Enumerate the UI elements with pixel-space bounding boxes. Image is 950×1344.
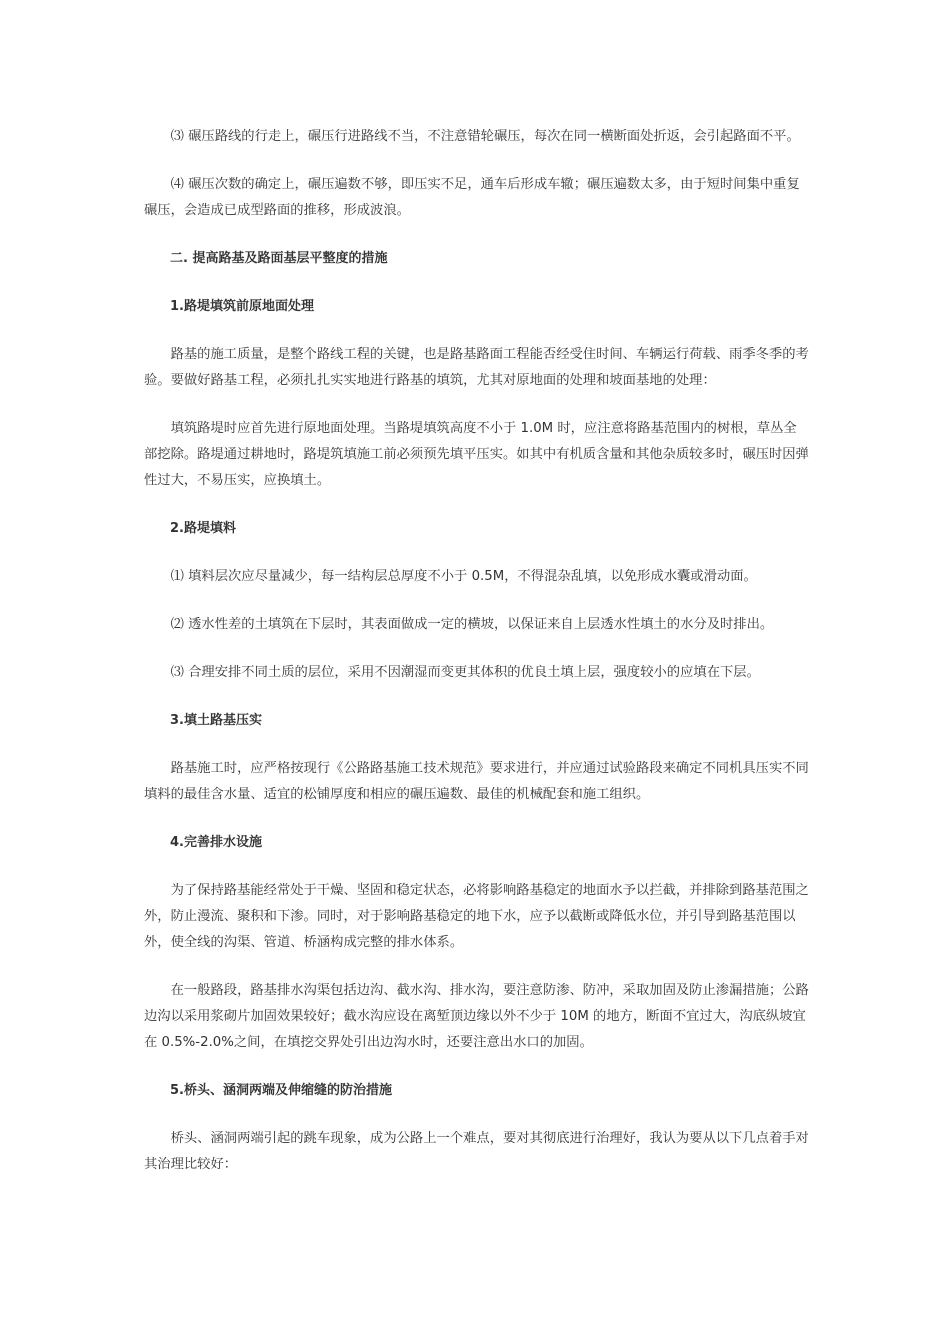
subheading-drainage: 4.完善排水设施 — [170, 835, 262, 850]
paragraph-soil-arrangement: ⑶ 合理安排不同土质的层位，采用不因潮湿而变更其体积的优良土填上层，强度较小的应填在下层。 — [170, 665, 760, 680]
paragraph-bridge-culvert: 桥头、涵洞两端引起的跳车现象，成为公路上一个难点，要对其彻底进行治理好，我认为要从以下几点着手对其治理比较好： — [144, 1131, 809, 1172]
paragraph-rolling-route: ⑶ 碾压路线的行走上，碾压行进路线不当，不注意错轮碾压，每次在同一横断面处折返，会引起路面不平。 — [170, 129, 800, 144]
subheading-ground-treatment: 1.路堤填筑前原地面处理 — [170, 299, 314, 314]
subheading-compaction: 3.填土路基压实 — [170, 713, 262, 728]
paragraph-fill-layers: ⑴ 填料层次应尽量减少，每一结构层总厚度不小于 0.5M，不得混杂乱填，以免形成水囊或滑动面。 — [170, 569, 757, 584]
paragraph-subgrade-quality: 路基的施工质量，是整个路线工程的关键，也是路基路面工程能否经受住时间、车辆运行荷载、雨季冬季的考验。要做好路基工程，必须扎扎实实地进行路基的填筑，尤其对原地面的处理和坡面基地的处理： — [144, 347, 809, 388]
paragraph-ground-treatment: 填筑路堤时应首先进行原地面处理。当路堤填筑高度不小于 1.0M 时，应注意将路基范围内的树根，草丛全部挖除。路堤通过耕地时，路堤筑填施工前必须预先填平压实。如其中有机质含量和其他杂质较多时，碾压时因弹性过大，不易压实，应换填土。 — [144, 421, 809, 488]
paragraph-permeability: ⑵ 透水性差的土填筑在下层时，其表面做成一定的横坡，以保证来自上层透水性填土的水分及时排出。 — [170, 617, 774, 632]
paragraph-compaction: 路基施工时，应严格按现行《公路路基施工技术规范》要求进行，并应通过试验路段来确定不同机具压实不同填料的最佳含水量、适宜的松铺厚度和相应的碾压遍数、最佳的机械配套和施工组织。 — [144, 761, 809, 802]
document-body — [144, 124, 810, 1200]
section-heading-measures: 二. 提高路基及路面基层平整度的措施 — [170, 251, 388, 266]
paragraph-drainage-system: 为了保持路基能经常处于干燥、坚固和稳定状态，必将影响路基稳定的地面水予以拦截，并排除到路基范围之外，防止漫流、聚积和下渗。同时，对于影响路基稳定的地下水，应予以截断或降低水位，并引导到路基范围以外，使全线的沟渠、管道、桥涵构成完整的排水体系。 — [144, 883, 809, 950]
subheading-fill-material: 2.路堤填料 — [170, 521, 236, 536]
subheading-bridge-culvert: 5.桥头、涵洞两端及伸缩缝的防治措施 — [170, 1083, 392, 1098]
paragraph-rolling-count: ⑷ 碾压次数的确定上，碾压遍数不够，即压实不足，通车后形成车辙；碾压遍数太多，由于短时间集中重复碾压，会造成已成型路面的推移，形成波浪。 — [144, 177, 800, 218]
paragraph-drainage-ditches: 在一般路段，路基排水沟渠包括边沟、截水沟、排水沟，要注意防渗、防冲，采取加固及防止渗漏措施；公路边沟以采用浆砌片加固效果较好；截水沟应设在离堑顶边缘以外不少于 10M 的地方，断面不宜过大，沟底纵坡宜在 0.5%-2.0%之间，在填挖交界处引出边沟水时，还要注意出水口的加固。 — [144, 983, 809, 1050]
